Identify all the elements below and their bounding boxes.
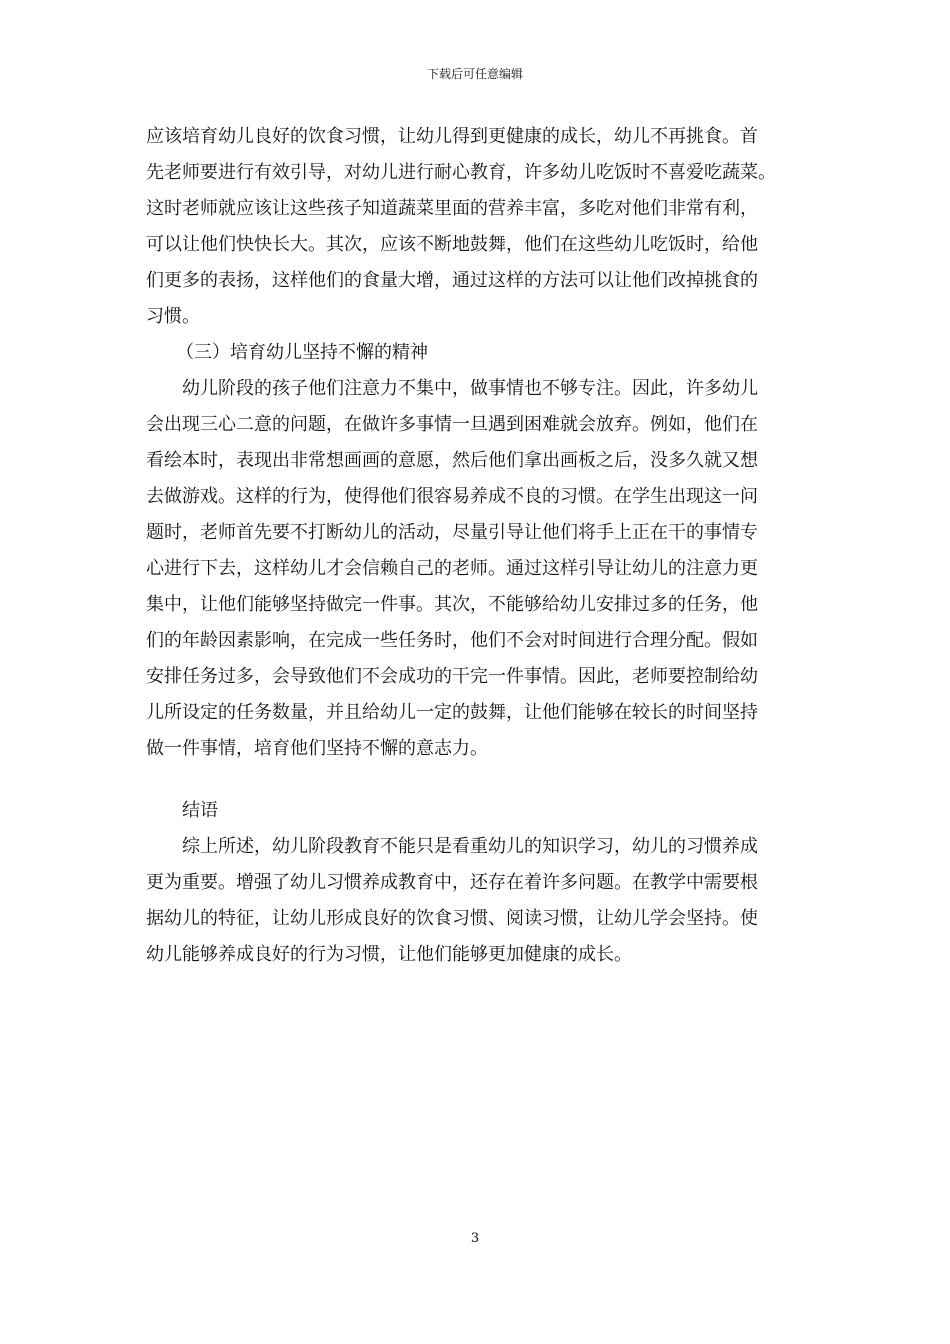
page-number: 3 (470, 1231, 480, 1246)
body-line: 安排任务过多，会导致他们不会成功的干完一件事情。因此，老师要控制给幼 (146, 666, 758, 687)
body-line: 幼儿阶段的孩子他们注意力不集中，做事情也不够专注。因此，许多幼儿 (182, 378, 758, 399)
body-line: 们更多的表扬，这样他们的食量大增，通过这样的方法可以让他们改掉挑食的 (146, 270, 758, 291)
page-header: 下载后可任意编辑 (426, 67, 523, 81)
conclusion-heading: 结语 (182, 800, 218, 821)
body-line: 据幼儿的特征，让幼儿形成良好的饮食习惯、阅读习惯，让幼儿学会坚持。使 (146, 908, 758, 929)
body-line: 习惯。 (146, 306, 200, 327)
body-line: 会出现三心二意的问题，在做许多事情一旦遇到困难就会放弃。例如，他们在 (146, 414, 758, 435)
body-line: 集中，让他们能够坚持做完一件事。其次，不能够给幼儿安排过多的任务，他 (146, 594, 758, 615)
body-line: 看绘本时，表现出非常想画画的意愿，然后他们拿出画板之后，没多久就又想 (146, 450, 758, 471)
body-line: 应该培育幼儿良好的饮食习惯，让幼儿得到更健康的成长，幼儿不再挑食。首 (146, 126, 758, 147)
body-line: 心进行下去，这样幼儿才会信赖自己的老师。通过这样引导让幼儿的注意力更 (146, 558, 758, 579)
body-line: 先老师要进行有效引导，对幼儿进行耐心教育，许多幼儿吃饭时不喜爱吃蔬菜。 (146, 162, 776, 183)
body-line: 更为重要。增强了幼儿习惯养成教育中，还存在着许多问题。在教学中需要根 (146, 872, 758, 893)
body-line: 幼儿能够养成良好的行为习惯，让他们能够更加健康的成长。 (146, 944, 632, 965)
body-line: 儿所设定的任务数量，并且给幼儿一定的鼓舞，让他们能够在较长的时间坚持 (146, 702, 758, 723)
body-line: 去做游戏。这样的行为，使得他们很容易养成不良的习惯。在学生出现这一问 (146, 486, 758, 507)
body-line: 这时老师就应该让这些孩子知道蔬菜里面的营养丰富，多吃对他们非常有利， (146, 198, 758, 219)
body-line: 综上所述，幼儿阶段教育不能只是看重幼儿的知识学习，幼儿的习惯养成 (182, 836, 758, 857)
body-line: 题时，老师首先要不打断幼儿的活动，尽量引导让他们将手上正在干的事情专 (146, 522, 758, 543)
body-line: 做一件事情，培育他们坚持不懈的意志力。 (146, 738, 488, 759)
body-line: 可以让他们快快长大。其次，应该不断地鼓舞，他们在这些幼儿吃饭时，给他 (146, 234, 758, 255)
section-heading: （三）培育幼儿坚持不懈的精神 (176, 342, 428, 363)
body-line: 们的年龄因素影响，在完成一些任务时，他们不会对时间进行合理分配。假如 (146, 630, 758, 651)
